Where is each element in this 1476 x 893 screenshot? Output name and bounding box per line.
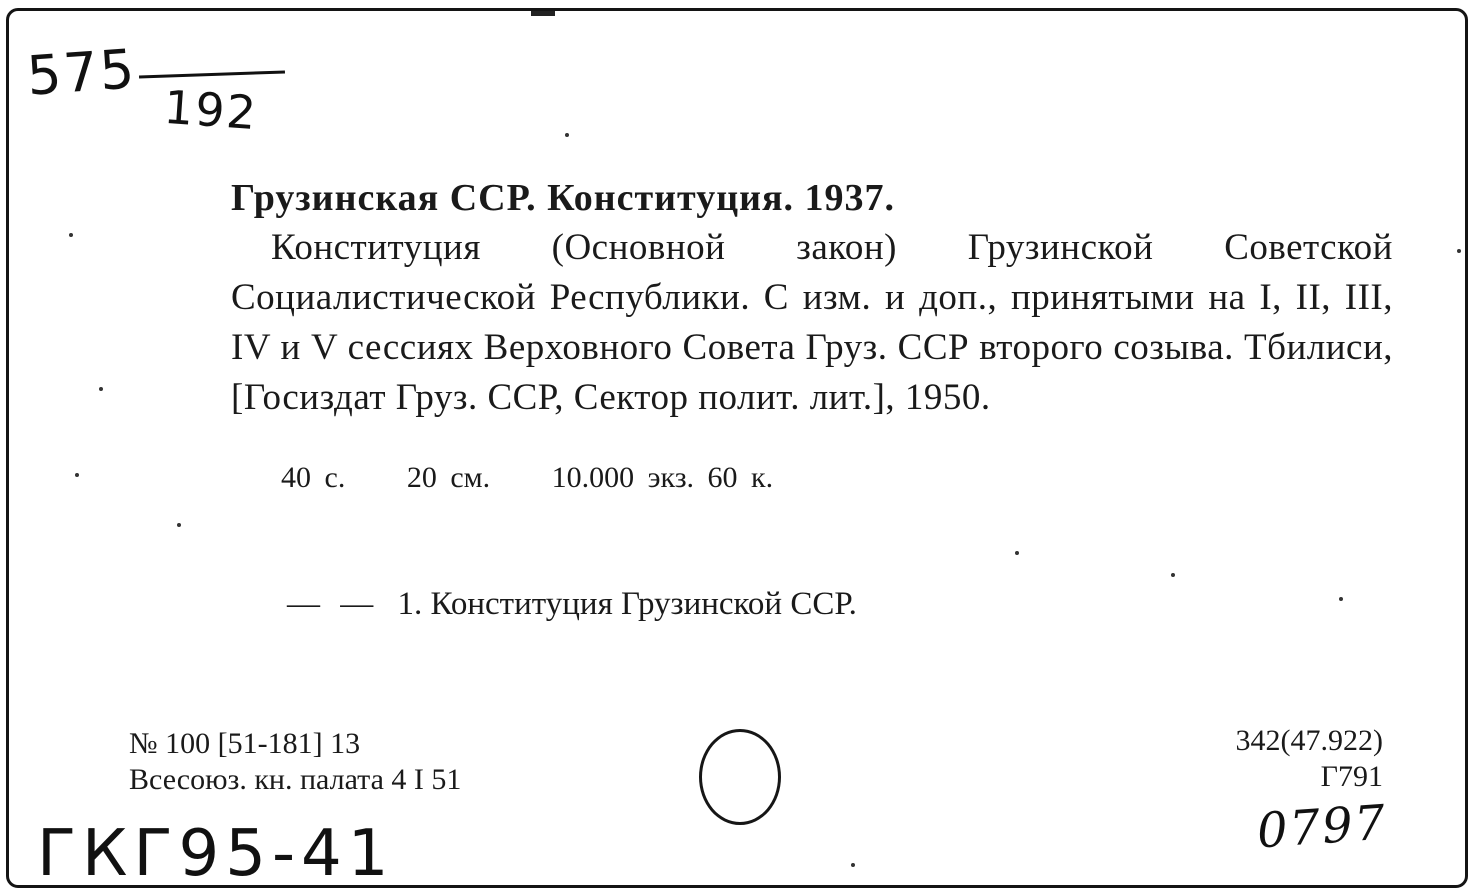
speck — [69, 233, 73, 237]
speck — [99, 387, 103, 391]
order-number-block — [129, 726, 461, 798]
inventory-number: ГКГ95-41 — [37, 817, 395, 891]
shelf-mark-bottom: 192 — [162, 79, 260, 141]
classification-block — [1236, 723, 1383, 795]
speck — [75, 473, 79, 477]
speck — [1457, 249, 1461, 253]
physical-description — [281, 461, 821, 495]
card-description — [231, 223, 1393, 423]
catalog-card — [6, 8, 1468, 891]
tracing-text: 1. Конституция Грузинской ССР. — [397, 586, 857, 622]
author-mark: Г791 — [1320, 760, 1383, 793]
speck — [851, 863, 855, 867]
punch-hole — [699, 729, 781, 825]
card-heading: Грузинская ССР. Конституция. 1937. — [231, 177, 896, 219]
speck — [1339, 597, 1343, 601]
handwritten-number: 0797 — [1255, 794, 1389, 860]
subject-tracing — [287, 586, 857, 623]
speck — [1015, 551, 1019, 555]
description-paragraph: Конституция (Основной закон) Грузинской Советской Социалистической Республики. С изм. и доп., принятыми на I, II, III, IV и V сессиях Верховного Совета Груз. ССР второго созыва. Тбилиси, [Госиздат Груз. ССР, Сектор полит. лит.], 1950. — [231, 227, 1393, 418]
card-notch-mark — [531, 11, 555, 16]
shelf-mark-top: 575 — [24, 37, 139, 108]
speck — [177, 523, 181, 527]
speck — [565, 133, 569, 137]
classification-index: 342(47.922) — [1235, 724, 1383, 757]
page-count: 40 с. — [281, 461, 346, 494]
speck — [1171, 573, 1175, 577]
chamber-date: Всесоюз. кн. палата 4 I 51 — [129, 763, 462, 796]
print-run-price: 10.000 экз. 60 к. — [551, 461, 774, 494]
book-size: 20 см. — [406, 461, 491, 494]
shelf-mark-divider — [139, 70, 285, 78]
tracing-dashes: — — — [287, 586, 380, 622]
order-number: № 100 [51-181] 13 — [129, 727, 361, 760]
